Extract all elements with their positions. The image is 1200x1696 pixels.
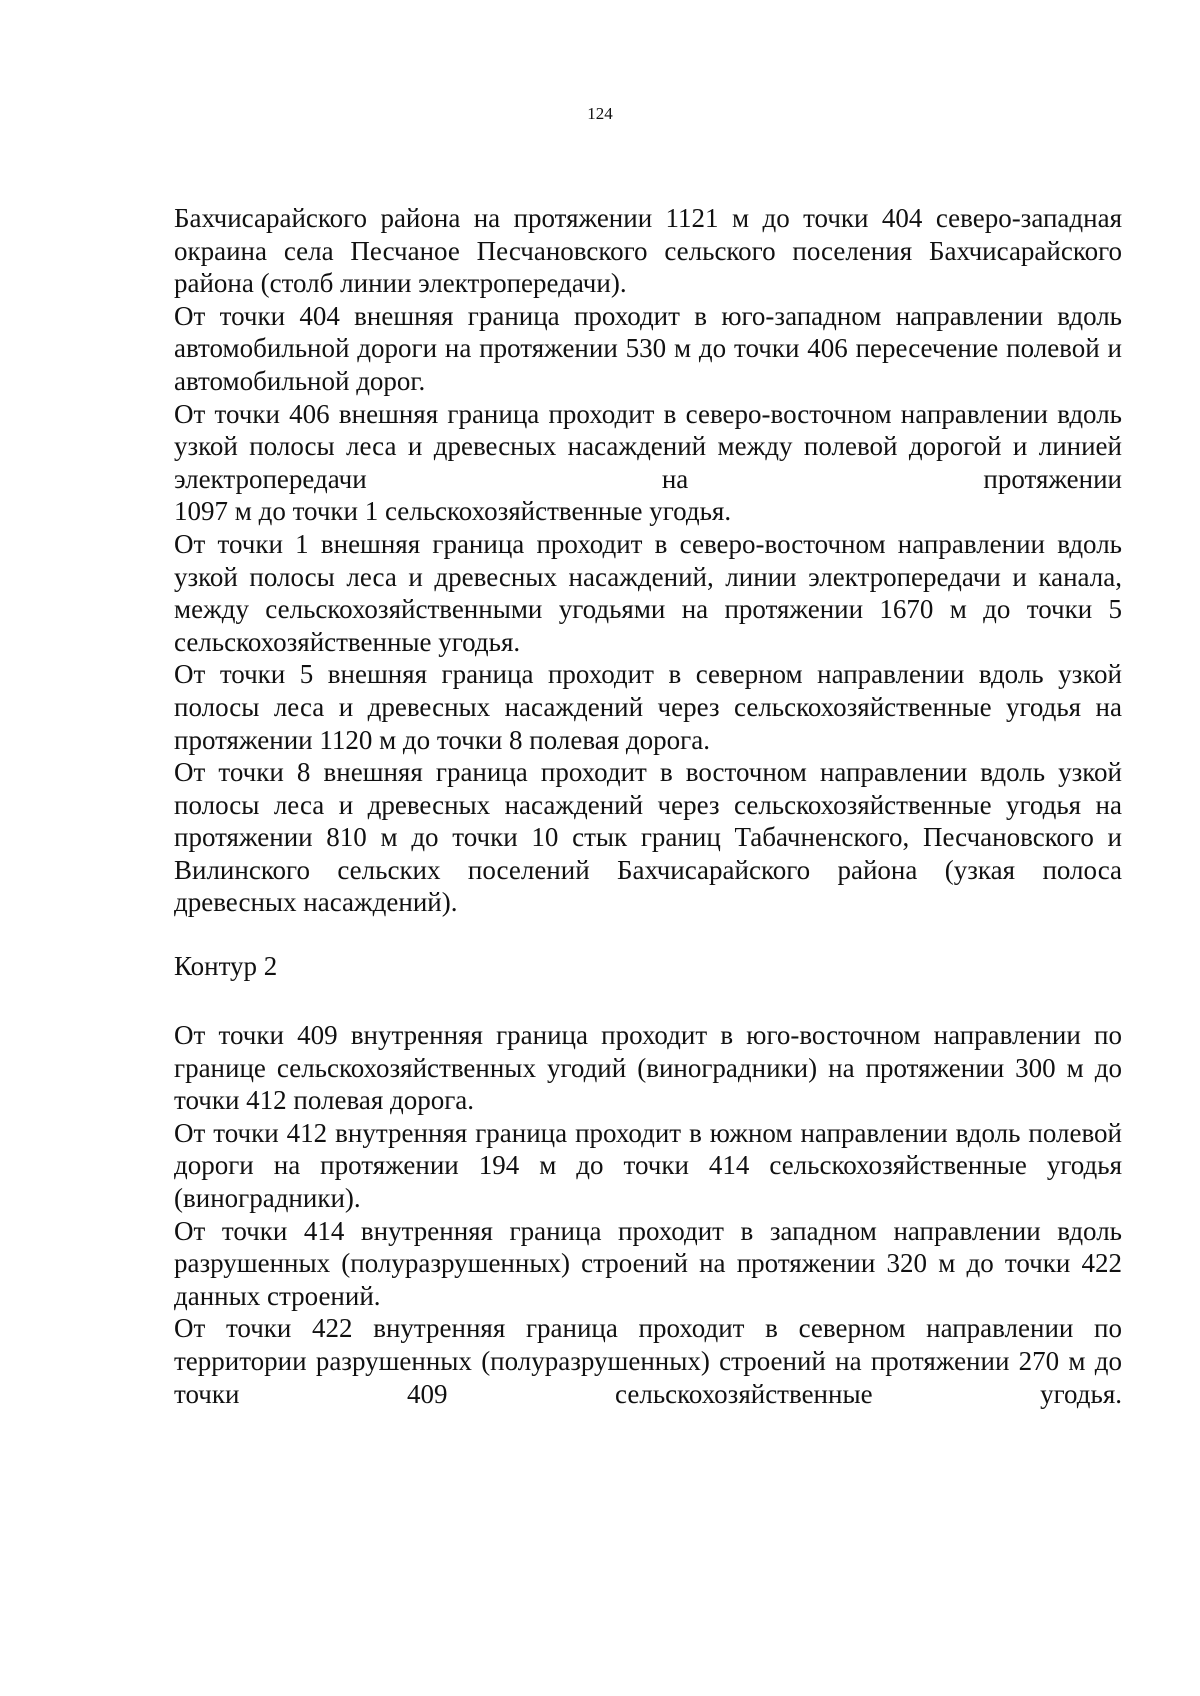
contour-2-text: [174, 1019, 1122, 1410]
contour-2-heading: Контур 2: [174, 951, 278, 981]
paragraph-10: От точки 422 внутренняя граница проходит в северном направлении по территории разрушенных (полуразрушенных) строений на протяжении 270 м до точки 409 сельскохозяйственные угодья.: [174, 1313, 1122, 1409]
paragraph-9: От точки 414 внутренняя граница проходит в западном направлении вдоль разрушенных (полуразрушенных) строений на протяжении 320 м до точки 422 данных строений.: [174, 1215, 1122, 1311]
paragraph-4: От точки 1 внешняя граница проходит в северо-восточном направлении вдоль узкой полосы леса и древесных насаждений, линии электропередачи и канала, между сельскохозяйственными угодьями на протяжении 1670 м до точки 5 сельскохозяйственные угодья.: [174, 528, 1122, 657]
paragraph-6: От точки 8 внешняя граница проходит в восточном направлении вдоль узкой полосы леса и древесных насаждений через сельскохозяйственные угодья на протяжении 810 м до точки 10 стык границ Табачненского, Песчановского и Вилинского сельских поселений Бахчисарайского района (узкая полоса древесных насаждений).: [174, 757, 1122, 918]
paragraph-3: От точки 406 внешняя граница проходит в северо-восточном направлении вдоль узкой полосы леса и древесных насаждений между полевой дорогой и линией электропередачи на протяжении: [174, 398, 1122, 494]
contour-1-text: [174, 202, 1122, 919]
paragraph-8: От точки 412 внутренняя граница проходит в южном направлении вдоль полевой дороги на протяжении 194 м до точки 414 сельскохозяйственные угодья (виноградники).: [174, 1117, 1122, 1213]
paragraph-1: Бахчисарайского района на протяжении 1121 м до точки 404 северо-западная окраина села Песчаное Песчановского сельского поселения Бахчисарайского района (столб линии электропередачи).: [174, 203, 1122, 299]
paragraph-7: От точки 409 внутренняя граница проходит в юго-восточном направлении по границе сельскохозяйственных угодий (виноградники) на протяжении 300 м до точки 412 полевая дорога.: [174, 1020, 1122, 1116]
page-number: 124: [587, 104, 613, 123]
paragraph-5: От точки 5 внешняя граница проходит в северном направлении вдоль узкой полосы леса и древесных насаждений через сельскохозяйственные угодья на протяжении 1120 м до точки 8 полевая дорога.: [174, 659, 1122, 755]
paragraph-3-continuation: 1097 м до точки 1 сельскохозяйственные угодья.: [174, 496, 732, 527]
paragraph-2: От точки 404 внешняя граница проходит в юго-западном направлении вдоль автомобильной дороги на протяжении 530 м до точки 406 пересечение полевой и автомобильной дорог.: [174, 300, 1122, 396]
